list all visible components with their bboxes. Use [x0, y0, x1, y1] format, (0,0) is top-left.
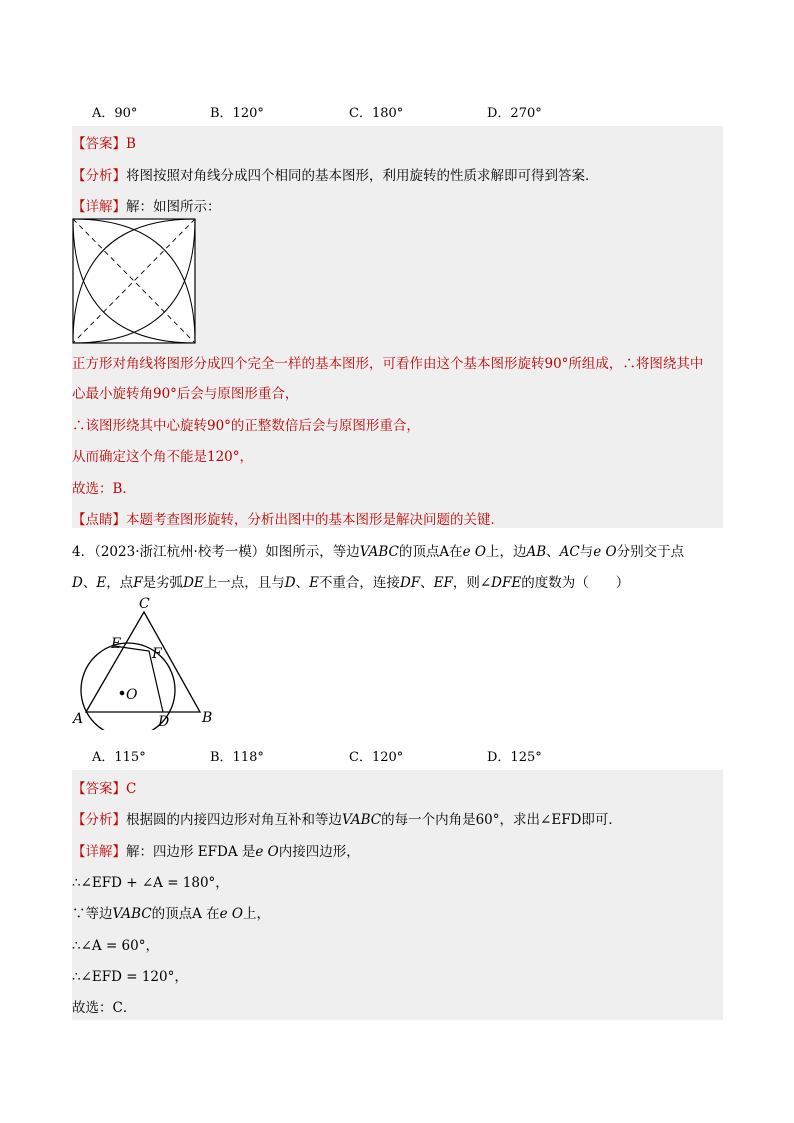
q3-para1-line2: 心最小旋转角90°后会与原图形重合， [72, 386, 299, 402]
q4-option-a: A．115° [92, 750, 146, 765]
q3-option-a: A．90° [92, 106, 138, 121]
q4-step4: ∴∠EFD = 120°， [72, 969, 188, 985]
q4-triangle-abc [86, 612, 200, 712]
q3-detail: 【详解】解：如图所示： [72, 199, 221, 215]
q4-option-c: C．120° [349, 750, 404, 765]
q3-option-b: B．120° [210, 106, 264, 121]
q4-option-d: D．125° [487, 750, 542, 765]
q4-label-o: O [126, 687, 138, 703]
q3-option-d: D．270° [487, 106, 542, 121]
q4-label-f: F [152, 646, 162, 662]
q3-para4: 故选：B． [72, 481, 136, 497]
q4-step2: ∵等边VABC的顶点A 在e O上， [72, 906, 270, 922]
q3-options [0, 102, 794, 122]
q4-stem-line2: D、E，点F是劣弧DE上一点，且与D、E不重合，连接DF、EF，则∠DFE的度数为（ ） [72, 575, 630, 591]
q4-stem-line1: 4．（2023·浙江杭州·校考一模）如图所示，等边VABC的顶点A在e O上，边AB、AC与e O分别交于点 [72, 544, 685, 560]
q3-comment: 【点睛】本题考查图形旋转，分析出图中的基本图形是解决问题的关键． [72, 512, 504, 528]
q4-triangle-circle-figure [68, 594, 218, 730]
q4-label-b: B [202, 710, 213, 726]
q4-label-c: C [139, 596, 150, 612]
q4-step3: ∴∠A = 60°， [72, 938, 159, 954]
q4-step5: 故选：C． [72, 1000, 137, 1016]
q3-para1-line1: 正方形对角线将图形分成四个完全一样的基本图形，可看作由这个基本图形旋转90°所组成，∴将图绕其中 [72, 356, 704, 372]
q4-center-dot [120, 691, 125, 696]
q4-label-e: E [111, 636, 122, 652]
q3-square-figure [72, 218, 196, 344]
q3-option-c: C．180° [349, 106, 404, 121]
q4-label-a: A [73, 711, 84, 727]
q3-analysis: 【分析】将图按照对角线分成四个相同的基本图形，利用旋转的性质求解即可得到答案． [72, 168, 599, 184]
q4-detail: 【详解】解：四边形 EFDA 是e O内接四边形， [72, 844, 360, 860]
q4-analysis: 【分析】根据圆的内接四边形对角互补和等边VABC的每一个内角是60°，求出∠EFD即可． [72, 812, 622, 828]
q3-answer: 【答案】B [72, 136, 136, 152]
q4-options [0, 746, 794, 766]
q3-para3: 从而确定这个角不能是120°， [72, 449, 254, 465]
q4-label-d: D [158, 714, 170, 730]
q4-option-b: B．118° [210, 750, 264, 765]
q4-step1: ∴∠EFD + ∠A = 180°， [72, 875, 229, 891]
q3-para2: ∴该图形绕其中心旋转90°的正整数倍后会与原图形重合， [72, 418, 420, 434]
q4-answer: 【答案】C [72, 781, 137, 797]
